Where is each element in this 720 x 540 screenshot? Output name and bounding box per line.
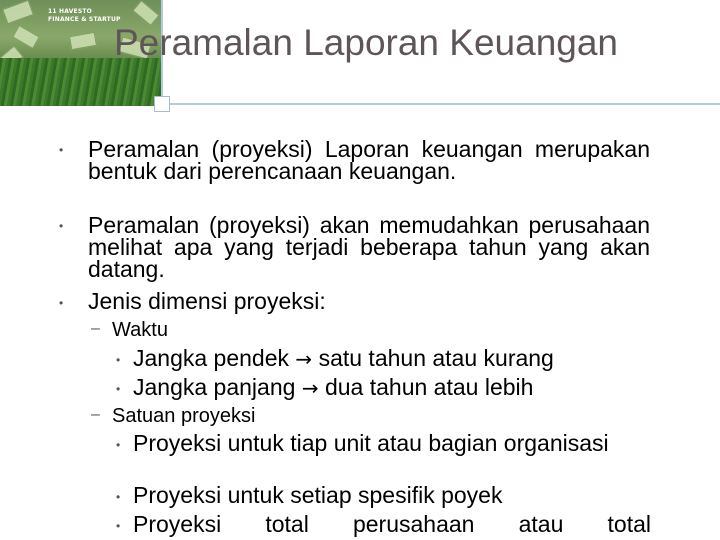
bullet-text-3: Jenis dimensi proyeksi: [88, 288, 326, 314]
item-text-after: dua tahun atau lebih [324, 374, 534, 400]
list-item-spesifik-poyek: Proyeksi untuk setiap spesifik poyek [133, 482, 503, 508]
logo-line-2: FINANCE & STARTUP [48, 16, 121, 23]
bullet-text-1: Peramalan (proyeksi) Laporan keuangan merupakan bentuk dari perencanaan keuangan. [88, 136, 650, 184]
slide-title: Peramalan Laporan Keuangan [114, 22, 618, 63]
subheading-satuan-proyeksi: Satuan proyeksi [112, 405, 256, 427]
bullet-marker: • [116, 490, 121, 504]
item-text-before: Jangka panjang [133, 374, 296, 400]
bullet-marker: • [116, 353, 121, 367]
arrow-right-icon: → [301, 376, 319, 400]
list-item-jangka-panjang [133, 375, 651, 400]
subheading-waktu: Waktu [112, 319, 168, 341]
bullet-marker: • [116, 519, 121, 533]
list-item-jangka-pendek [133, 346, 651, 371]
item-text-before: Jangka pendek [133, 345, 290, 371]
bullet-marker: • [116, 438, 121, 452]
dash-marker: – [91, 406, 100, 423]
item-text-after: satu tahun atau kurang [318, 345, 554, 371]
arrow-right-icon: → [295, 347, 313, 371]
bullet-text-2: Peramalan (proyeksi) akan memudahkan perusahaan melihat apa yang terjadi beberapa tahun yang akan datang. [88, 212, 650, 282]
bullet-marker: • [59, 143, 64, 157]
bullet-marker: • [59, 219, 64, 233]
list-item-unit-bagian: Proyeksi untuk tiap unit atau bagian organisasi [133, 430, 609, 456]
dash-marker: – [91, 320, 100, 337]
logo-line-1: 11 HAVESTO [48, 8, 92, 15]
bullet-marker: • [59, 296, 64, 310]
bullet-marker: • [116, 382, 121, 396]
list-item-total-perusahaan: Proyeksi total perusahaan atau total [133, 511, 651, 537]
